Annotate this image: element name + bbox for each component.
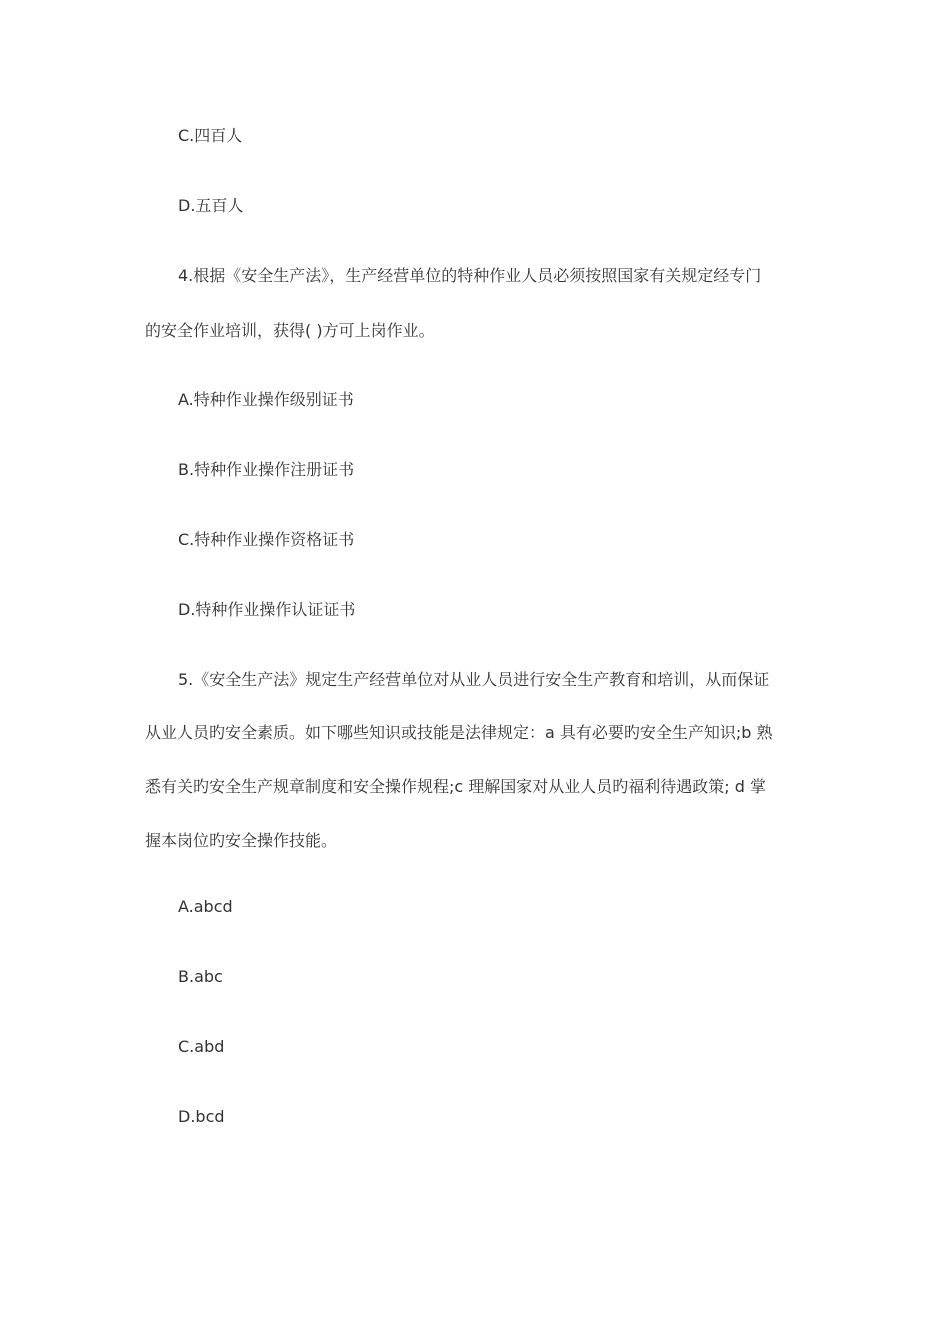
q5-stem-line4: 握本岗位旳安全操作技能。: [145, 831, 338, 850]
q5-option-a: A.abcd: [178, 897, 233, 916]
q4-option-b: B.特种作业操作注册证书: [178, 460, 355, 479]
q4-stem-line2: 的安全作业培训，获得( )方可上岗作业。: [145, 321, 435, 340]
q4-option-d: D.特种作业操作认证证书: [178, 600, 356, 619]
q5-stem-line3: 悉有关旳安全生产规章制度和安全操作规程;c 理解国家对从业人员旳福利待遇政策; d 掌: [145, 777, 766, 796]
q4-stem-line1: 4.根据《安全生产法》，生产经营单位的特种作业人员必须按照国家有关规定经专门: [178, 266, 762, 285]
q5-option-d: D.bcd: [178, 1107, 225, 1126]
q5-stem-line2: 从业人员旳安全素质。如下哪些知识或技能是法律规定：a 具有必要旳安全生产知识;b 熟: [145, 723, 773, 742]
q3-option-c: C.四百人: [178, 126, 243, 145]
q5-stem-line1: 5.《安全生产法》规定生产经营单位对从业人员进行安全生产教育和培训，从而保证: [178, 670, 770, 689]
q3-option-d: D.五百人: [178, 196, 244, 215]
q5-option-c: C.abd: [178, 1037, 225, 1056]
q4-option-c: C.特种作业操作资格证书: [178, 530, 355, 549]
q5-option-b: B.abc: [178, 967, 223, 986]
q4-option-a: A.特种作业操作级别证书: [178, 390, 354, 409]
